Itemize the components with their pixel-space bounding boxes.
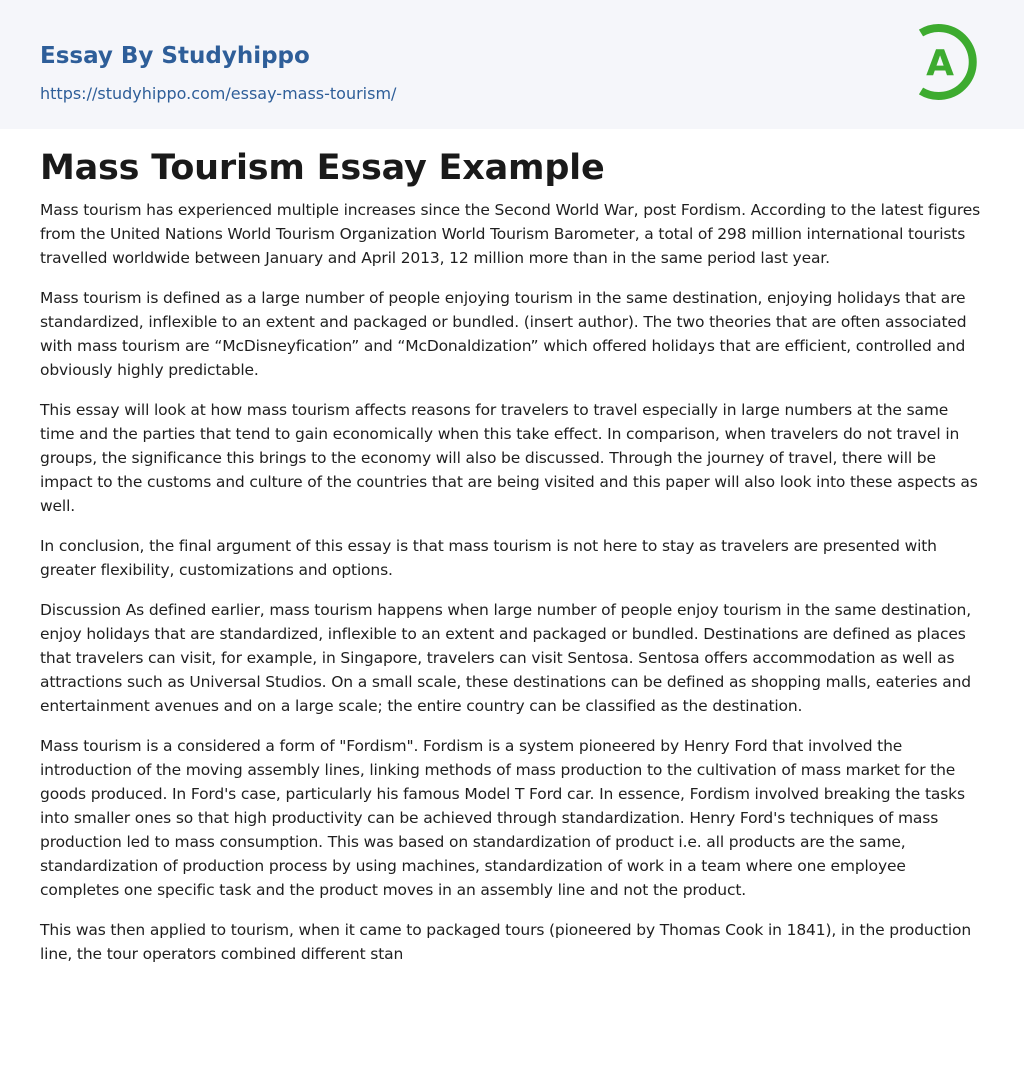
article-paragraph: This was then applied to tourism, when it came to packaged tours (pioneered by Thomas Cook in 1841), in the production line, the tour operators combined different stan <box>40 921 972 963</box>
article-paragraph: Discussion As defined earlier, mass tourism happens when large number of people enjoy tourism in the same destination, enjoy holidays that are standardized, inflexible to an extent and packaged or bundled. Destinations are defined as places that travelers can visit, for example, in Singapore, travelers can visit Sentosa. Sentosa offers accommodation as well as attractions such as Universal Studios. On a small scale, these destinations can be defined as shopping malls, eateries and entertainment avenues and on a large scale; the entire country can be classified as the destination. <box>40 601 972 715</box>
site-title[interactable]: Essay By Studyhippo <box>40 43 310 69</box>
article-paragraph: Mass tourism is a considered a form of "Fordism". Fordism is a system pioneered by Henry Ford that involved the introduction of the moving assembly lines, linking methods of mass production to the cultivation of mass market for the goods produced. In Ford's case, particularly his famous Model T Ford car. In essence, Fordism involved breaking the tasks into smaller ones so that high productivity can be achieved through standardization. Henry Ford's techniques of mass production led to mass consumption. This was based on standardization of product i.e. all products are the same, standardization of production process by using machines, standardization of work in a team where one employee completes one specific task and the product moves in an assembly line and not the product. <box>40 737 965 899</box>
site-header <box>0 0 1024 129</box>
article-paragraph: In conclusion, the final argument of this essay is that mass tourism is not here to stay as travelers are presented with greater flexibility, customizations and options. <box>40 537 937 579</box>
article-url-link[interactable]: https://studyhippo.com/essay-mass-tourism/ <box>40 84 397 103</box>
article-title: Mass Tourism Essay Example <box>40 148 605 188</box>
article-paragraph: Mass tourism is defined as a large number of people enjoying tourism in the same destination, enjoying holidays that are standardized, inflexible to an extent and packaged or bundled. (insert author). The two theories that are often associated with mass tourism are “McDisneyfication” and “McDonaldization” which offered holidays that are efficient, controlled and obviously highly predictable. <box>40 289 967 379</box>
logo-letter: A <box>926 43 954 84</box>
studyhippo-logo-icon[interactable] <box>913 19 987 105</box>
article-paragraph: This essay will look at how mass tourism affects reasons for travelers to travel especially in large numbers at the same time and the parties that tend to gain economically when this take effect. In comparison, when travelers do not travel in groups, the significance this brings to the economy will also be discussed. Through the journey of travel, there will be impact to the customs and culture of the countries that are being visited and this paper will also look into these aspects as well. <box>40 401 978 515</box>
article-paragraph: Mass tourism has experienced multiple increases since the Second World War, post Fordism. According to the latest figures from the United Nations World Tourism Organization World Tourism Barometer, a total of 298 million international tourists travelled worldwide between January and April 2013, 12 million more than in the same period last year. <box>40 201 981 267</box>
article-body <box>40 145 986 982</box>
